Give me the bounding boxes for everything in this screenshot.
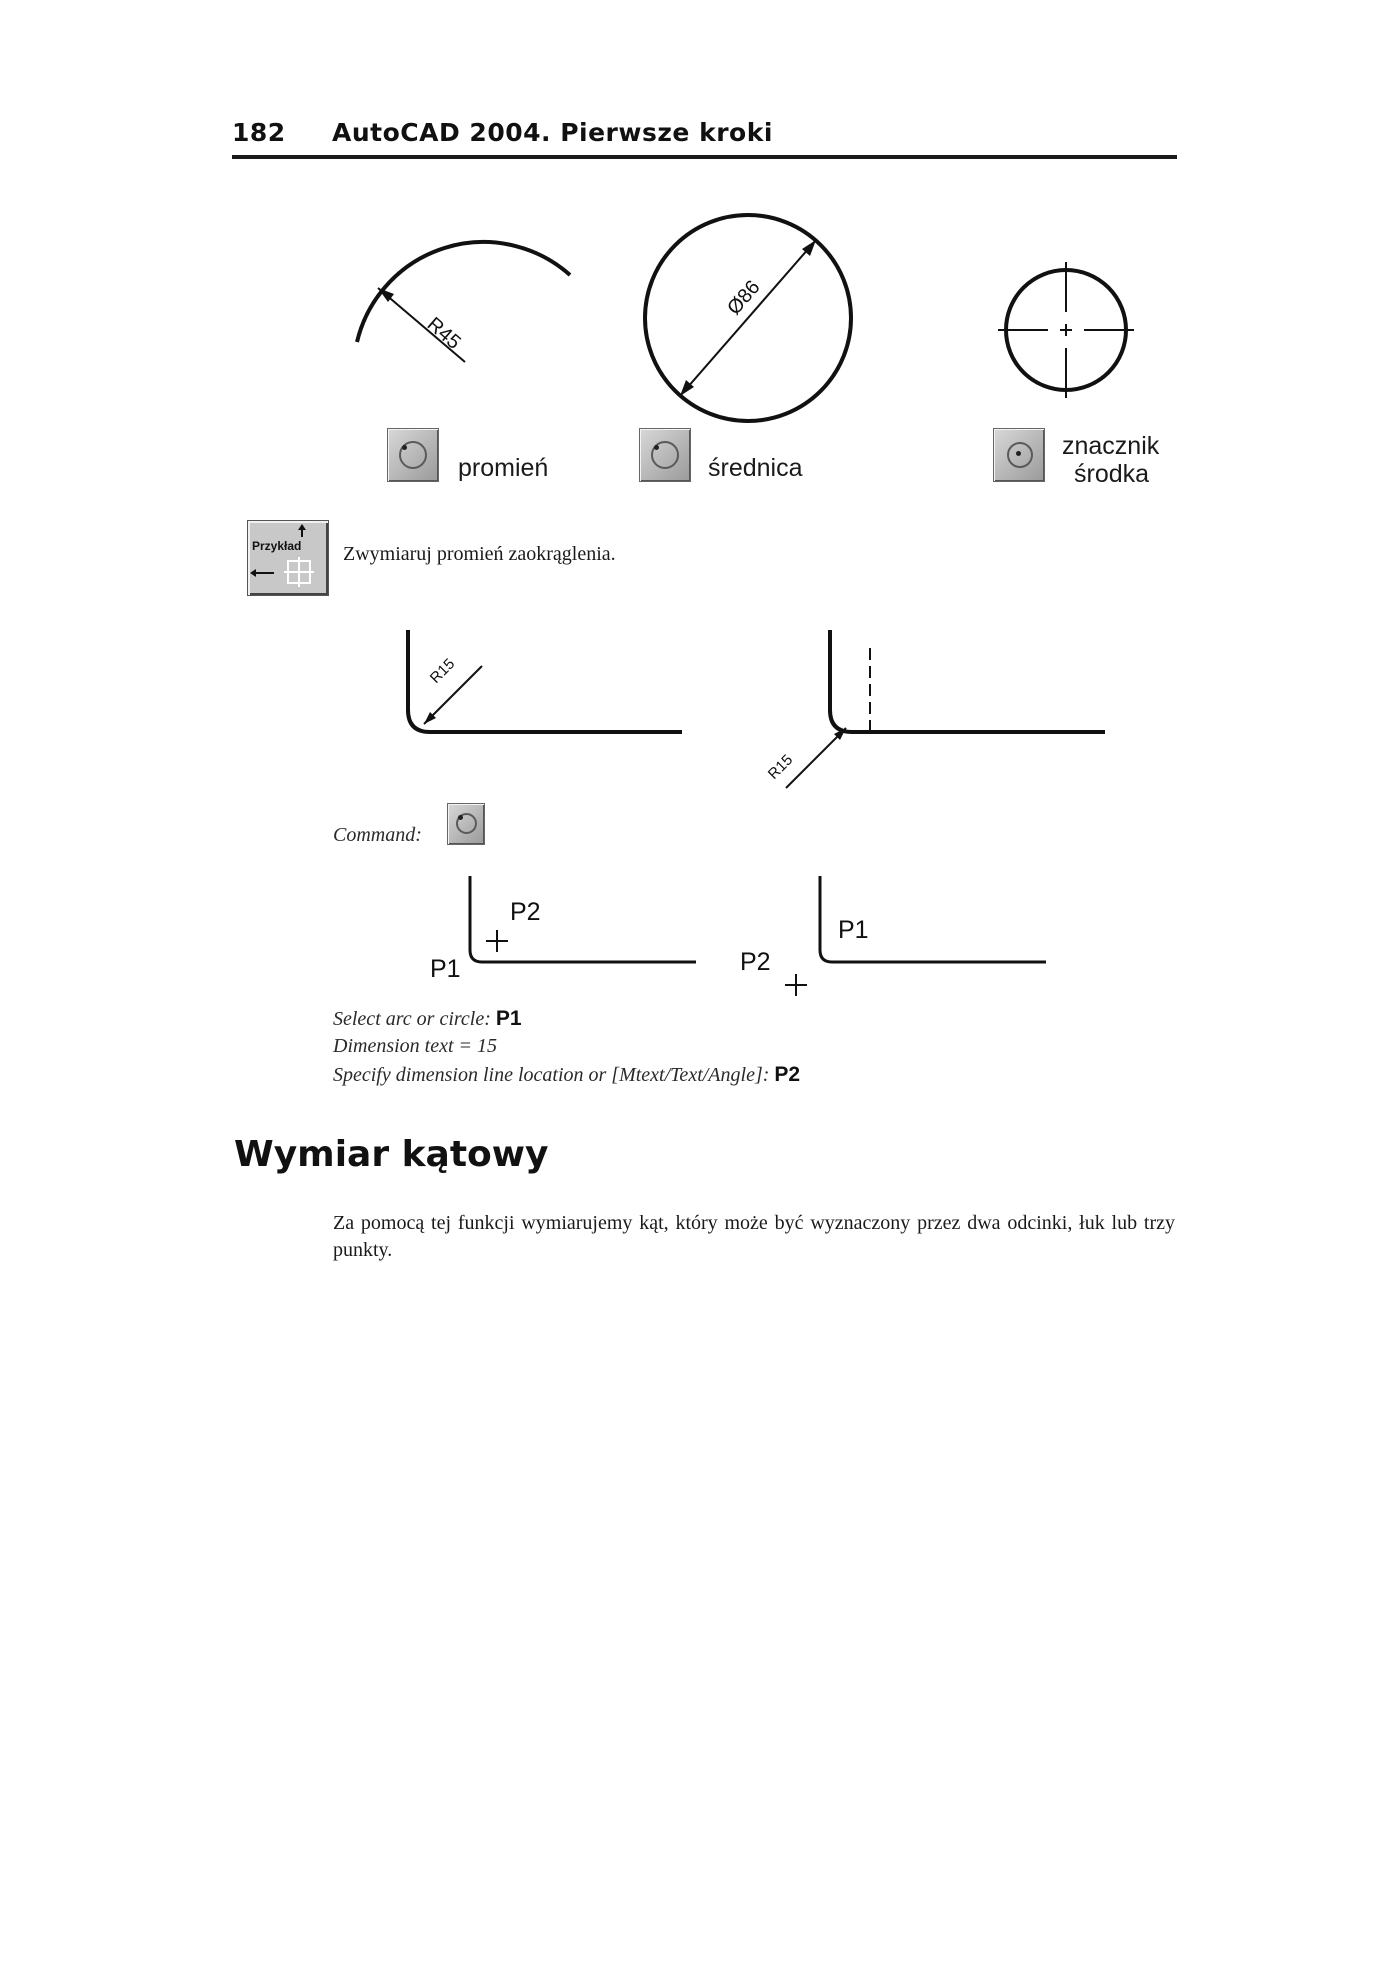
pick-left-p2-label: P2 — [510, 898, 541, 926]
fillet-right-dim-text: R15 — [764, 751, 797, 783]
example-badge-label: Przykład — [252, 539, 302, 553]
fillet-radius-figure — [390, 620, 1120, 795]
fillet-left-outline — [408, 630, 682, 732]
example-badge — [247, 520, 329, 596]
pick-points-figure — [420, 870, 1060, 1010]
command-line-1-value: P1 — [495, 1007, 522, 1030]
pick-left-p1-label: P1 — [430, 955, 461, 983]
header-rule — [232, 155, 1177, 159]
diameter-dim-text: Ø86 — [723, 276, 765, 320]
command-prompt: Command: — [333, 824, 422, 846]
example-badge-glyphs — [248, 521, 328, 595]
command-line-1-text: Select arc or circle: — [333, 1008, 496, 1030]
section-body: Za pomocą tej funkcji wymiarujemy kąt, który może być wyznaczony przez dwa odcinki, łuk lub trzy punkty. — [333, 1212, 1175, 1261]
command-line-3 — [333, 1063, 800, 1087]
radius-icon-point — [402, 445, 407, 450]
pick-left-outline — [470, 876, 696, 962]
page-number: 182 — [232, 118, 286, 147]
command-line-3-value: P2 — [774, 1063, 801, 1086]
command-line-2 — [333, 1035, 497, 1058]
radius-arc — [357, 242, 570, 342]
center-mark-label-line2: środka — [1074, 460, 1150, 488]
diameter-dimension-line — [680, 240, 816, 396]
command-line-1 — [333, 1007, 522, 1031]
center-mark-label-line1: znacznik — [1062, 432, 1160, 460]
radius-dim-text: R45 — [422, 313, 465, 354]
center-icon-point — [1016, 451, 1021, 456]
section-heading: Wymiar kątowy — [234, 1134, 549, 1175]
fillet-right-outline — [830, 630, 1105, 732]
pick-right-p1-label: P1 — [838, 916, 869, 944]
radius-command-icon[interactable] — [447, 803, 485, 845]
diameter-dimension-icon[interactable] — [639, 428, 691, 482]
diameter-icon-point — [654, 445, 659, 450]
command-line-2-text: Dimension text = 15 — [333, 1035, 498, 1057]
radius-dimension-icon[interactable] — [387, 428, 439, 482]
diameter-label: średnica — [708, 454, 803, 482]
center-mark-icon[interactable] — [993, 428, 1045, 482]
radius-label: promień — [458, 454, 549, 482]
fillet-left-dim-text: R15 — [426, 655, 459, 687]
running-header-title: AutoCAD 2004. Pierwsze kroki — [332, 118, 773, 147]
command-icon-point — [458, 815, 463, 820]
command-line-3-text: Specify dimension line location or [Mtext/Text/Angle]: — [333, 1064, 775, 1086]
pick-right-p2-label: P2 — [740, 948, 771, 976]
example-instruction: Zwymiaruj promień zaokrąglenia. — [343, 543, 616, 565]
